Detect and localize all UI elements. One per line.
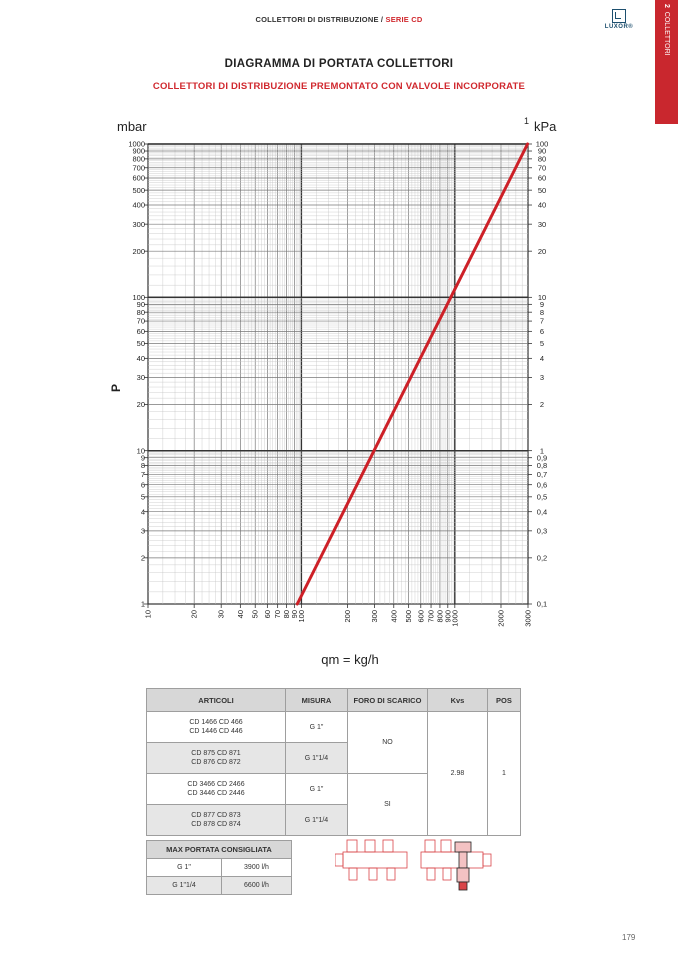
x-tick-label: 70 <box>273 610 283 619</box>
y-tick-label-left: 500 <box>132 185 145 195</box>
articoli-line: CD 877 CD 873 <box>191 812 241 819</box>
y-tick-label-left: 5 <box>140 492 145 502</box>
x-tick-label: 200 <box>343 610 353 623</box>
x-tick-label: 50 <box>250 610 260 619</box>
articoli-line: CD 3446 CD 2446 <box>187 790 245 797</box>
x-tick-label: 800 <box>435 610 445 623</box>
col-pos: POS <box>487 689 520 712</box>
header-right: SERIE CD <box>383 15 423 24</box>
y-tick-label-left: 800 <box>132 154 145 164</box>
manifold-2-valve <box>441 840 451 852</box>
manifold-1-outlet <box>349 868 357 880</box>
page-header <box>0 15 678 24</box>
value-cell: 3900 l/h <box>222 859 292 877</box>
articoli-cell <box>147 774 286 805</box>
brand-logo <box>602 9 636 30</box>
y-tick-label-left: 30 <box>136 373 145 383</box>
y-tick-label-left: 40 <box>136 353 145 363</box>
y-tick-label-right: 4 <box>539 353 545 363</box>
y-tick-label-left: 400 <box>132 200 145 210</box>
y-tick-label-right: 0,4 <box>536 507 548 517</box>
misura-cell: G 1" <box>285 774 347 805</box>
page-title: DIAGRAMMA DI PORTATA COLLETTORI <box>224 58 454 70</box>
chart-grid <box>148 144 528 604</box>
max-table-header-row <box>147 841 292 859</box>
manifold-1-end <box>335 854 343 866</box>
y-tick-label-left: 50 <box>136 339 145 349</box>
col-foro: FORO DI SCARICO <box>347 689 427 712</box>
flow-chart <box>0 110 600 630</box>
x-tick-label: 300 <box>370 610 380 623</box>
misura-cell: G 1" <box>285 712 347 743</box>
y-tick-label-left: 80 <box>136 307 145 317</box>
table-row <box>147 859 292 877</box>
manifold-2-outlet <box>443 868 451 880</box>
articoli-line: CD 876 CD 872 <box>191 759 241 766</box>
y-tick-label-right: 0,3 <box>536 526 548 536</box>
y-tick-label-left: 60 <box>136 326 145 336</box>
y-tick-label-left: 700 <box>132 163 145 173</box>
y-tick-label-right: 8 <box>539 307 545 317</box>
y-tick-label-right: 70 <box>537 163 547 173</box>
y-tick-label-right: 20 <box>537 246 547 256</box>
y-tick-label-right: 5 <box>539 339 545 349</box>
y-tick-label-right: 6 <box>539 326 545 336</box>
page-number: 179 <box>622 933 636 942</box>
max-flow-table <box>146 840 292 895</box>
manifold-2-end <box>483 854 491 866</box>
y-tick-label-right: 0,9 <box>536 453 548 463</box>
articles-table <box>146 688 521 836</box>
right-unit-label: kPa <box>534 119 557 134</box>
y-tick-label-left: 8 <box>140 461 145 471</box>
manifold-1-valve <box>383 840 393 852</box>
y-tick-label-left: 4 <box>140 507 145 517</box>
side-tab-number: 2 <box>663 4 670 8</box>
y-tick-label-left: 9 <box>140 453 145 463</box>
y-tick-label-right: 0,2 <box>536 553 548 563</box>
y-tick-label-right: 3 <box>539 373 545 383</box>
y-tick-label-left: 70 <box>136 316 145 326</box>
x-tick-label: 900 <box>443 610 453 623</box>
x-tick-label: 100 <box>296 610 306 623</box>
kvs-cell: 2.98 <box>427 712 487 836</box>
value-cell: 6600 l/h <box>222 877 292 895</box>
table-header-row <box>147 689 521 712</box>
articoli-cell <box>147 743 286 774</box>
x-tick-label: 10 <box>143 610 153 619</box>
y-tick-label-left: 300 <box>132 219 145 229</box>
y-tick-label-right: 0,8 <box>536 461 548 471</box>
foro-cell: SI <box>347 774 427 836</box>
header-left: COLLETTORI DI DISTRIBUZIONE / <box>255 15 384 24</box>
y-tick-label-left: 100 <box>132 292 145 302</box>
y-tick-label-left: 10 <box>136 446 145 456</box>
page-subtitle: COLLETTORI DI DISTRIBUZIONE PREMONTATO CON VALVOLE INCORPORATE <box>152 81 526 92</box>
col-misura: MISURA <box>285 689 347 712</box>
y-tick-label-left: 600 <box>132 173 145 183</box>
manifold-1-valve <box>347 840 357 852</box>
x-tick-label: 700 <box>426 610 436 623</box>
x-tick-label: 60 <box>262 610 272 619</box>
detail-valve <box>455 842 471 890</box>
x-tick-label: 3000 <box>523 610 533 627</box>
foro-cell: NO <box>347 712 427 774</box>
y-tick-label-right: 40 <box>537 200 547 210</box>
articoli-line: CD 878 CD 874 <box>191 821 241 828</box>
y-tick-label-right: 1 <box>539 446 545 456</box>
x-tick-label: 500 <box>404 610 414 623</box>
y-tick-label-right: 80 <box>537 154 547 164</box>
y-tick-label-right: 60 <box>537 173 547 183</box>
manifold-2-outlet <box>427 868 435 880</box>
y-tick-label-left: 1000 <box>128 139 145 149</box>
x-axis-label: qm = kg/h <box>321 652 379 667</box>
y-tick-label-right: 30 <box>537 219 547 229</box>
y-tick-label-left: 3 <box>140 526 145 536</box>
size-cell: G 1"1/4 <box>147 877 222 895</box>
x-tick-label: 20 <box>189 610 199 619</box>
y-tick-label-left: 90 <box>136 299 145 309</box>
plot-frame <box>148 144 528 604</box>
side-tab-label: COLLETTORI <box>663 11 670 56</box>
articoli-line: CD 3466 CD 2466 <box>187 781 245 788</box>
x-tick-label: 2000 <box>496 610 506 627</box>
y-tick-label-left: 2 <box>140 553 145 563</box>
x-tick-label: 80 <box>282 610 292 619</box>
y-tick-label-right: 0,6 <box>536 480 548 490</box>
x-tick-label: 40 <box>235 610 245 619</box>
manifold-1-body <box>343 852 407 868</box>
y-tick-label-right: 0,1 <box>536 599 548 609</box>
manifold-2-body <box>421 852 483 868</box>
table-row <box>147 712 521 743</box>
y-tick-label-right: 10 <box>537 292 547 302</box>
articoli-line: CD 875 CD 871 <box>191 750 241 757</box>
y-tick-label-left: 200 <box>132 246 145 256</box>
top-label: 1 <box>524 116 530 126</box>
articoli-cell <box>147 805 286 836</box>
max-table-header: MAX PORTATA CONSIGLIATA <box>147 841 292 859</box>
x-tick-label: 1000 <box>450 610 460 627</box>
pos-cell: 1 <box>487 712 520 836</box>
x-tick-label: 30 <box>216 610 226 619</box>
articoli-line: CD 1446 CD 446 <box>189 728 243 735</box>
left-unit-label: mbar <box>117 119 147 134</box>
col-articoli: ARTICOLI <box>147 689 286 712</box>
y-tick-label-right: 0,5 <box>536 492 548 502</box>
misura-cell: G 1"1/4 <box>285 805 347 836</box>
logo-icon <box>612 9 626 23</box>
manifold-2-valve <box>425 840 435 852</box>
y-tick-label-right: 100 <box>535 139 549 149</box>
x-tick-label: 400 <box>389 610 399 623</box>
manifold-1-outlet <box>387 868 395 880</box>
articoli-cell <box>147 712 286 743</box>
col-kvs: Kvs <box>427 689 487 712</box>
y-axis-label: P <box>109 383 123 392</box>
articoli-line: CD 1466 CD 466 <box>189 719 243 726</box>
manifold-drawing <box>335 836 495 894</box>
y-tick-label-left: 20 <box>136 400 145 410</box>
y-tick-label-left: 900 <box>132 146 145 156</box>
x-tick-label: 90 <box>289 610 299 619</box>
y-tick-label-right: 9 <box>539 299 545 309</box>
y-tick-label-left: 6 <box>140 480 145 490</box>
manifold-1-outlet <box>369 868 377 880</box>
logo-text: LUXOR® <box>604 24 634 30</box>
y-tick-label-right: 0,7 <box>536 470 548 480</box>
misura-cell: G 1"1/4 <box>285 743 347 774</box>
size-cell: G 1" <box>147 859 222 877</box>
table-row <box>147 877 292 895</box>
y-tick-label-right: 50 <box>537 185 547 195</box>
y-tick-label-right: 90 <box>537 146 547 156</box>
y-tick-label-right: 7 <box>539 316 545 326</box>
y-tick-label-right: 2 <box>539 400 545 410</box>
manifold-1-valve <box>365 840 375 852</box>
x-tick-label: 600 <box>416 610 426 623</box>
y-tick-label-left: 7 <box>140 470 145 480</box>
y-tick-label-left: 1 <box>140 599 145 609</box>
